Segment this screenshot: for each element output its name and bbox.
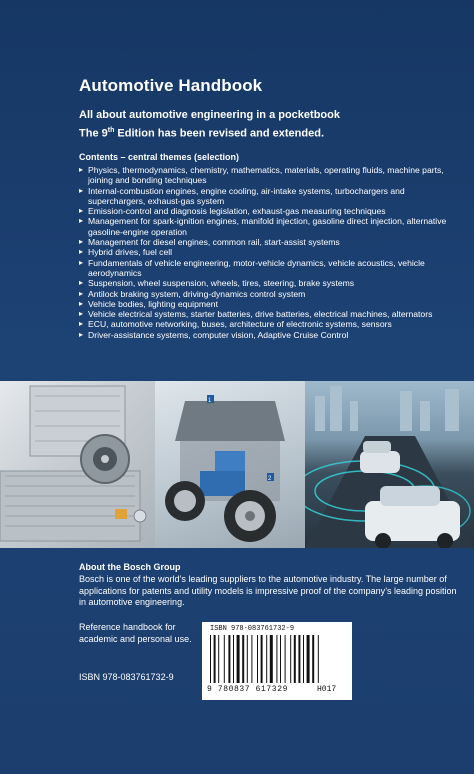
barcode [202, 622, 352, 700]
barcode-bars [210, 635, 344, 685]
list-item: ▸ Vehicle electrical systems, starter batteries, drive batteries, electrical machines, alternators [79, 309, 464, 319]
list-item: ▸ Management for diesel engines, common rail, start-assist systems [79, 237, 464, 247]
about-heading: About the Bosch Group [79, 562, 181, 572]
chassis-illustration [155, 381, 305, 548]
subtitle-edition-rest: Edition has been revised and extended. [114, 127, 325, 140]
barcode-digits: 9 780837 617329 [207, 685, 289, 694]
list-item: ▸ Internal-combustion engines, engine cooling, air-intake systems, turbochargers and superchargers, exhaust-gas system [79, 186, 464, 207]
reference-text: Reference handbook for academic and personal use. [79, 622, 192, 644]
callout-label-1: 1 [208, 398, 212, 404]
photo-strip [0, 381, 474, 548]
list-item: ▸ Vehicle bodies, lighting equipment [79, 299, 464, 309]
about-text: Bosch is one of the world’s leading suppliers to the automotive industry. The large number of applications for patents and utility models is impressive proof of the company’s leading position in automotive engineering. [79, 574, 457, 607]
list-item: ▸ Driver-assistance systems, computer vision, Adaptive Cruise Control [79, 330, 464, 340]
list-item: ▸ Emission-control and diagnosis legislation, exhaust-gas measuring techniques [79, 206, 464, 216]
photo-ac-compressor [0, 381, 155, 548]
book-subtitle [79, 108, 459, 142]
isbn-text: ISBN 978-083761732-9 [79, 672, 174, 682]
contents-heading: Contents – central themes (selection) [79, 152, 240, 162]
ac-compressor-illustration [0, 381, 155, 548]
list-item: ▸ Management for spark-ignition engines, manifold injection, gasoline direct injection, alternative gasoline-engine operation [79, 216, 464, 237]
barcode-isbn-label: ISBN 978-083761732-9 [210, 625, 295, 633]
list-item: ▸ Fundamentals of vehicle engineering, motor-vehicle dynamics, vehicle acoustics, vehicle aerodynamics [79, 258, 464, 279]
book-title: Automotive Handbook [79, 76, 263, 95]
photo-chassis [155, 381, 305, 548]
photo-driver-assistance [305, 381, 474, 548]
subtitle-edition: The 9 [79, 127, 108, 140]
driver-assistance-illustration [305, 381, 474, 548]
list-item: ▸ ECU, automotive networking, buses, architecture of electronic systems, sensors [79, 319, 464, 329]
contents-list [79, 165, 464, 340]
callout-label-2: 2 [268, 476, 272, 482]
list-item: ▸ Antilock braking system, driving-dynamics control system [79, 289, 464, 299]
subtitle-line-2 [79, 123, 459, 142]
list-item: ▸ Physics, thermodynamics, chemistry, mathematics, materials, operating fluids, machine parts, joining and bonding techniques [79, 165, 464, 186]
barcode-code: H017 [317, 685, 337, 694]
list-item: ▸ Hybrid drives, fuel cell [79, 247, 464, 257]
subtitle-edition-sup: th [107, 127, 115, 134]
list-item: ▸ Suspension, wheel suspension, wheels, tires, steering, brake systems [79, 278, 464, 288]
subtitle-line-1: All about automotive engineering in a pocketbook [79, 109, 340, 121]
